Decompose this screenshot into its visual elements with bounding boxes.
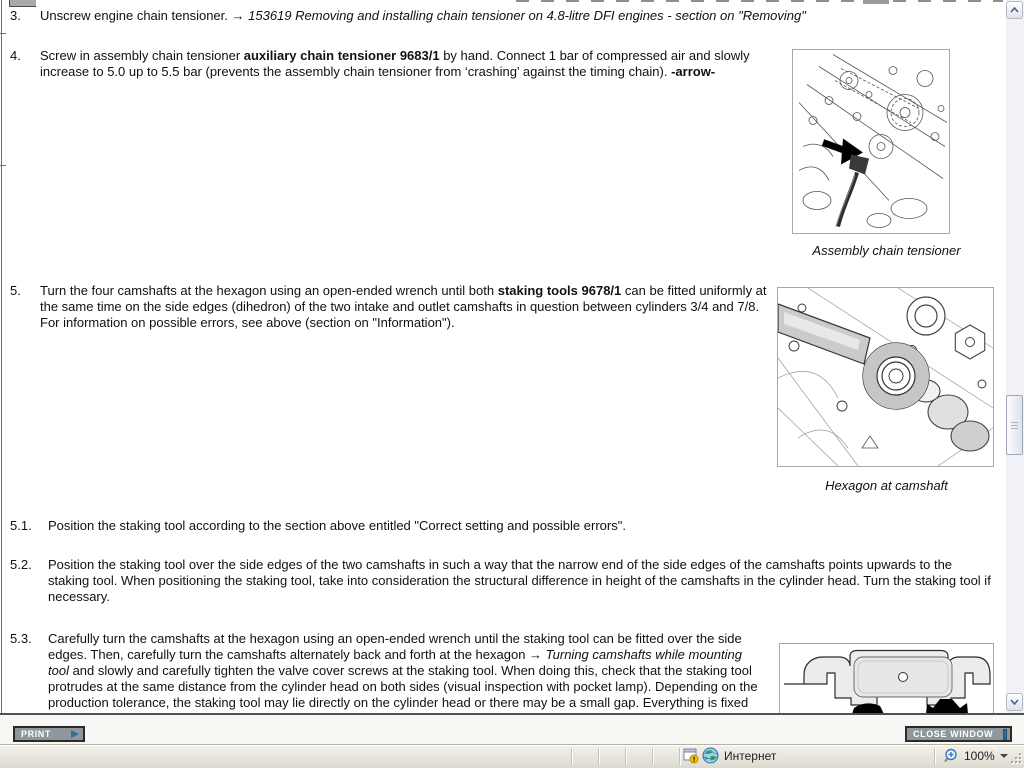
step-number: 5.1. (10, 518, 32, 533)
statusbar-separator (652, 748, 653, 765)
step-text (40, 8, 820, 24)
cross-reference-text: Turning camshafts while mounting tool (48, 647, 742, 678)
statusbar-separator (679, 748, 680, 765)
step-text-segment: by hand. Connect 1 bar of compressed air and slowly increase to 5.0 up to 5.5 bar (prevents the assembly chain tensioner from ‘crashing’ against the timing chain). (40, 48, 750, 79)
magnifier-plus-icon (944, 748, 960, 764)
zone-label: Интернет (724, 749, 777, 763)
square-icon (1003, 729, 1007, 740)
step-text-segment: Position the staking tool according to the section above entitled "Correct setting and possible errors". (48, 518, 626, 533)
page-alert-icon[interactable] (683, 748, 699, 764)
step-text-segment: Position the staking tool over the side edges of the two camshafts in such a way that the narrow end of the side edges of the camshafts points upwards to the staking tool. When positioning the staking tool, take into consideration the structural difference in height of the camshafts in the cylinder head. Turn the staking tool if necessary. (48, 557, 991, 604)
step-text-segment: and slowly and carefully tighten the valve cover screws at the staking tool. When doing this, check that the staking tool protrudes at the same distance from the cylinder head on both sides (visual inspection with pocket lamp). Depending on the production tolerance, the staking tool may lie directly on the cylinder head or there may be a small gap. Everything is fixed (48, 663, 758, 710)
print-button-label: PRINT (21, 729, 51, 739)
clipped-text-artifact (516, 0, 860, 2)
step-text (48, 631, 766, 711)
statusbar-separator (625, 748, 626, 765)
bottom-button-bar (0, 715, 1024, 744)
tool-reference-text: staking tools 9678/1 (497, 283, 622, 298)
scroll-up-button[interactable] (1006, 1, 1023, 19)
step-text (40, 283, 767, 331)
status-bar (0, 745, 1024, 768)
step-text (48, 557, 993, 605)
border-tick (0, 33, 6, 34)
step-text-segment: Carefully turn the camshafts at the hexagon using an open-ended wrench until the staking tool can be fitted over the side edges. Then, carefully turn the camshafts alternately back and forth at the hexagon → (48, 631, 742, 662)
step-text (48, 518, 988, 534)
statusbar-separator (598, 748, 599, 765)
staking-tool-illustration (780, 644, 993, 713)
statusbar-separator (934, 748, 935, 765)
chevron-up-icon (1010, 7, 1019, 13)
figure-caption: Assembly chain tensioner (812, 243, 961, 258)
wrench-illustration (778, 288, 993, 466)
statusbar-separator (571, 748, 572, 765)
figure-caption: Hexagon at camshaft (825, 478, 948, 493)
step-text (40, 48, 763, 80)
content-left-border (1, 0, 2, 713)
tensioner-tool-shape (849, 155, 869, 175)
clipped-text-artifact (893, 0, 1003, 2)
scrollbar-thumb[interactable] (1006, 395, 1023, 455)
step-number: 5. (10, 283, 21, 298)
step-number: 3. (10, 8, 21, 23)
chevron-down-icon (1010, 699, 1019, 705)
figure-staking-tool (779, 643, 994, 713)
step-number: 5.3. (10, 631, 32, 646)
figure-hexagon-at-camshaft (777, 287, 994, 467)
grip-dots-icon resize-grip[interactable] (1009, 751, 1023, 766)
cross-reference-text: 153619 Removing and installing chain tensioner on 4.8-litre DFI engines - section on "Removing" (248, 8, 806, 23)
zoom-level-label: 100% (964, 749, 995, 763)
step-text-segment: Turn the four camshafts at the hexagon using an open-ended wrench until both (40, 283, 498, 298)
scroll-down-button[interactable] (1006, 693, 1023, 711)
scrolled-element-fragment (863, 0, 889, 4)
globe-icon (702, 747, 719, 764)
step-text-segment: Unscrew engine chain tensioner. → (40, 8, 249, 23)
close-window-button-label: CLOSE WINDOW (913, 729, 994, 739)
engine-illustration (793, 50, 949, 233)
scrolled-element-fragment (9, 0, 36, 7)
tool-reference-text: auxiliary chain tensioner 9683/1 (243, 48, 440, 63)
close-window-button[interactable] (905, 726, 1012, 742)
step-number: 4. (10, 48, 21, 63)
air-hose-shape (838, 173, 857, 227)
step-number: 5.2. (10, 557, 32, 572)
border-tick (0, 165, 6, 166)
arrow-reference-text: -arrow- (671, 64, 716, 79)
figure-assembly-chain-tensioner (792, 49, 950, 234)
print-button[interactable] (13, 726, 85, 742)
vertical-scrollbar[interactable] (1006, 0, 1024, 713)
chevron-down-icon[interactable] (1000, 754, 1008, 758)
play-triangle-icon (71, 730, 79, 738)
step-text-segment: can be fitted uniformly at the same time on the side edges (dihedron) of the two intake and outlet camshafts in question between cylinders 3/4 and 7/8. For information on possible errors, see above (section on "Information"). (40, 283, 767, 330)
step-text-segment: Screw in assembly chain tensioner (40, 48, 244, 63)
